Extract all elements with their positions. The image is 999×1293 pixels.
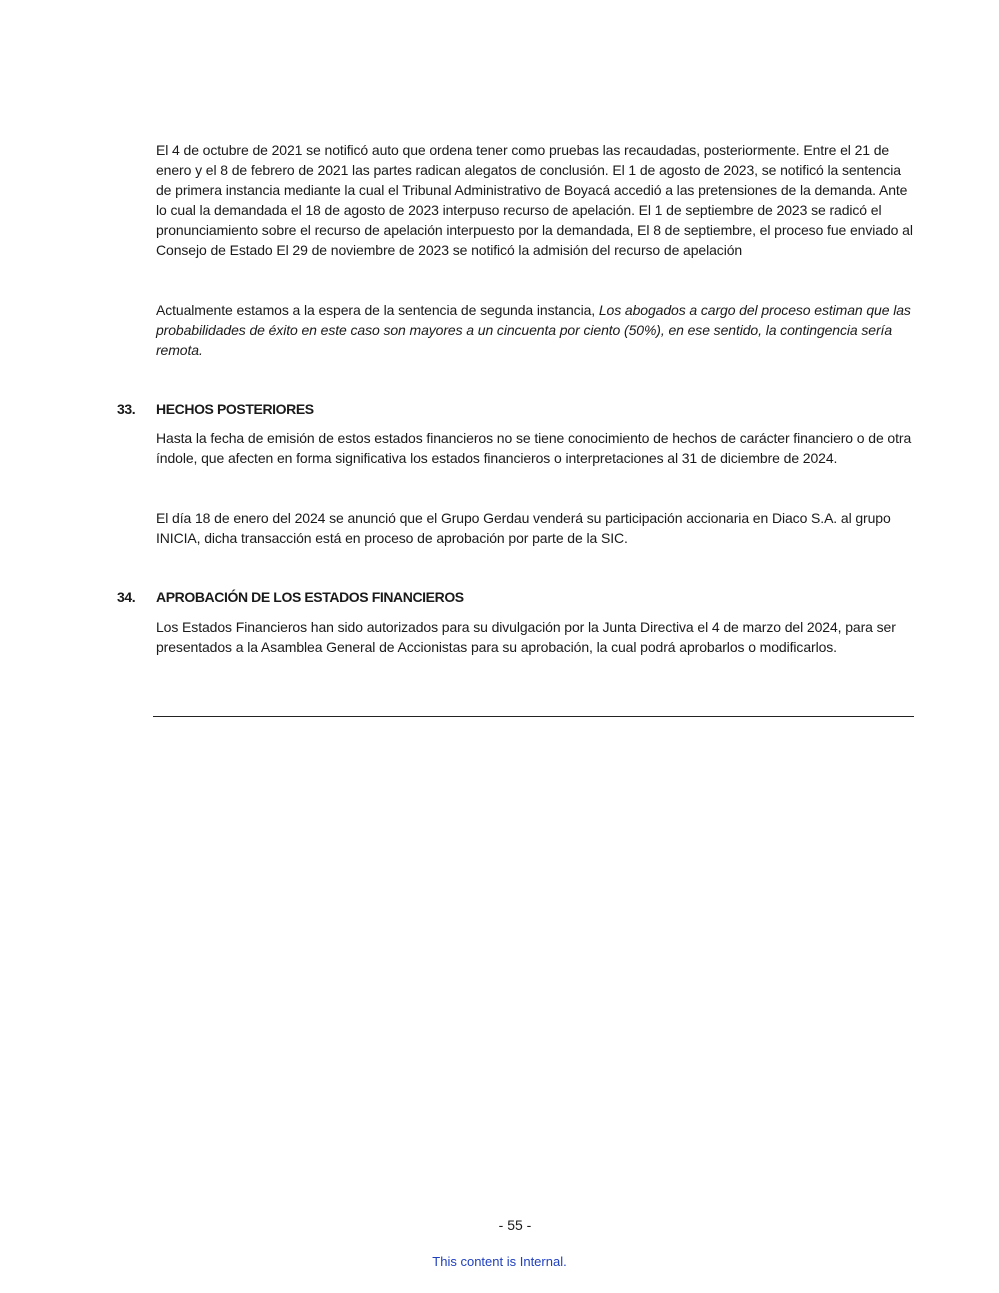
section-title-33: HECHOS POSTERIORES [156,401,314,417]
paragraph-approval: Los Estados Financieros han sido autorizados para su divulgación por la Junta Directiva el 4 de marzo del 2024, para ser presentados a la Asamblea General de Accionistas para su aprobación, la cual podrá aprobarlos o modificarlos. [156,619,896,655]
paragraph-procedural-history: El 4 de octubre de 2021 se notificó auto que ordena tener como pruebas las recaudadas, posteriormente. Entre el 21 de enero y el 8 de febrero de 2021 las partes radican alegatos de conclusión. El 1 de agosto de 2023, se notificó la sentencia de primera instancia mediante la cual el Tribunal Administrativo de Boyacá accedió a las pretensiones de la demanda. Ante lo cual la demandada el 18 de agosto de 2023 interpuso recurso de apelación. El 1 de septiembre de 2023 se radicó el pronunciamiento sobre el recurso de apelación interpuesto por la demandada, El 8 de septiembre, el proceso fue enviado al Consejo de Estado El 29 de noviembre de 2023 se notificó la admisión del recurso de apelación [156,142,913,258]
section-title-34: APROBACIÓN DE LOS ESTADOS FINANCIEROS [156,589,464,605]
status-text: Actualmente estamos a la espera de la sentencia de segunda instancia, [156,302,599,318]
classification-label: This content is Internal. [432,1254,567,1269]
paragraph-subsequent-events-2: El día 18 de enero del 2024 se anunció que el Grupo Gerdau venderá su participación accionaria en Diaco S.A. al grupo INICIA, dicha transacción está en proceso de aprobación por parte de la SIC. [156,510,891,546]
status-italic-text: Los abogados a cargo del proceso estiman que las probabilidades de éxito en este caso son mayores a un cincuenta por ciento (50%), en ese sentido, la contingencia sería remota. [156,302,911,358]
section-number-34: 34. [117,589,136,605]
section-heading-34 [117,587,464,607]
page-number: - 55 - [498,1217,532,1233]
paragraph-current-status [156,300,916,360]
paragraph-subsequent-events-1: Hasta la fecha de emisión de estos estados financieros no se tiene conocimiento de hechos de carácter financiero o de otra índole, que afecten en forma significativa los estados financieros o interpretaciones al 31 de diciembre de 2024. [156,430,912,466]
section-heading-33 [117,399,314,419]
end-divider [153,716,914,717]
section-number-33: 33. [117,401,136,417]
